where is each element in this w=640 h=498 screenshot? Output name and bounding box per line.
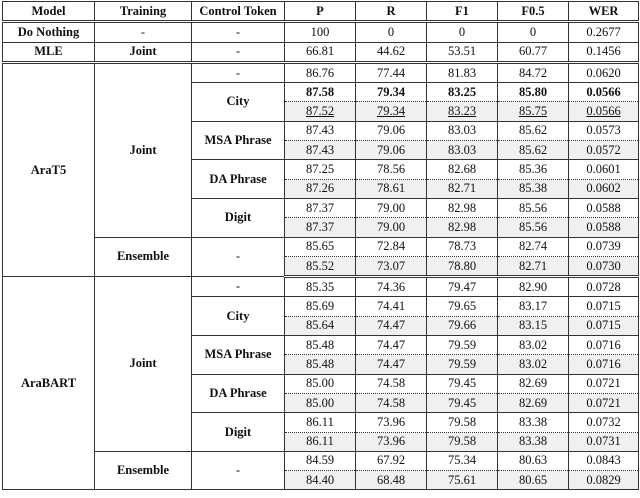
f1-cell: 78.80	[427, 256, 498, 276]
r-cell: 79.00	[356, 218, 427, 237]
r-cell: 73.07	[356, 256, 427, 276]
model-cell: MLE	[3, 42, 95, 62]
f1-cell: 82.98	[427, 198, 498, 217]
wer-cell: 0.0620	[569, 62, 639, 82]
token-cell-digit: Digit	[192, 198, 285, 237]
p-cell: 87.43	[285, 141, 356, 160]
wer-cell: 0.0715	[569, 297, 639, 316]
header-f05: F0.5	[498, 2, 569, 22]
wer-cell: 0.0721	[569, 374, 639, 393]
f1-cell: 83.03	[427, 121, 498, 140]
p-cell: 85.00	[285, 374, 356, 393]
token-cell-city: City	[192, 297, 285, 336]
wer-cell: 0.0732	[569, 413, 639, 432]
p-cell: 87.52	[285, 102, 356, 121]
f1-cell: 79.45	[427, 393, 498, 412]
training-cell: -	[95, 22, 192, 42]
r-cell: 72.84	[356, 237, 427, 256]
r-cell: 78.61	[356, 179, 427, 198]
p-cell: 66.81	[285, 42, 356, 62]
f05-cell: 83.38	[498, 413, 569, 432]
f1-cell: 79.59	[427, 355, 498, 374]
f05-cell: 80.65	[498, 471, 569, 490]
header-training: Training	[95, 2, 192, 22]
wer-cell: 0.0588	[569, 198, 639, 217]
f05-cell: 85.75	[498, 102, 569, 121]
f1-cell: 79.47	[427, 277, 498, 297]
f1-cell: 75.61	[427, 471, 498, 490]
header-wer: WER	[569, 2, 639, 22]
header-r: R	[356, 2, 427, 22]
training-cell-ensemble: Ensemble	[95, 451, 192, 490]
table-row	[3, 277, 639, 297]
wer-cell: 0.1456	[569, 42, 639, 62]
token-cell: -	[192, 277, 285, 297]
wer-cell: 0.0601	[569, 160, 639, 179]
r-cell: 67.92	[356, 451, 427, 470]
f1-cell: 83.25	[427, 83, 498, 102]
f05-cell: 85.36	[498, 160, 569, 179]
p-cell: 85.69	[285, 297, 356, 316]
wer-cell: 0.0829	[569, 471, 639, 490]
f05-cell: 83.02	[498, 336, 569, 355]
table-row	[3, 62, 639, 82]
r-cell: 79.06	[356, 141, 427, 160]
model-cell: Do Nothing	[3, 22, 95, 42]
r-cell: 79.34	[356, 102, 427, 121]
table-row	[3, 42, 639, 62]
p-cell: 86.11	[285, 432, 356, 451]
r-cell: 0	[356, 22, 427, 42]
f05-cell: 82.69	[498, 393, 569, 412]
wer-cell: 0.0843	[569, 451, 639, 470]
token-cell: -	[192, 62, 285, 82]
p-cell: 100	[285, 22, 356, 42]
f1-cell: 75.34	[427, 451, 498, 470]
f05-cell: 82.71	[498, 256, 569, 276]
f05-cell: 85.62	[498, 121, 569, 140]
wer-cell: 0.0730	[569, 256, 639, 276]
table-row	[3, 451, 639, 470]
f1-cell: 79.45	[427, 374, 498, 393]
wer-cell: 0.0573	[569, 121, 639, 140]
wer-cell: 0.0716	[569, 336, 639, 355]
r-cell: 77.44	[356, 62, 427, 82]
wer-cell: 0.0739	[569, 237, 639, 256]
f1-cell: 79.66	[427, 316, 498, 335]
training-cell: Joint	[95, 42, 192, 62]
r-cell: 74.41	[356, 297, 427, 316]
f1-cell: 83.03	[427, 141, 498, 160]
f05-cell: 83.02	[498, 355, 569, 374]
header-row	[3, 2, 639, 22]
wer-cell: 0.0572	[569, 141, 639, 160]
r-cell: 74.36	[356, 277, 427, 297]
f05-cell: 0	[498, 22, 569, 42]
f05-cell: 60.77	[498, 42, 569, 62]
token-cell-msa-phrase: MSA Phrase	[192, 121, 285, 160]
f05-cell: 85.56	[498, 218, 569, 237]
training-cell-joint: Joint	[95, 62, 192, 237]
f1-cell: 0	[427, 22, 498, 42]
p-cell: 85.48	[285, 336, 356, 355]
f05-cell: 83.38	[498, 432, 569, 451]
f05-cell: 82.90	[498, 277, 569, 297]
f1-cell: 83.23	[427, 102, 498, 121]
f05-cell: 85.80	[498, 83, 569, 102]
f1-cell: 82.98	[427, 218, 498, 237]
wer-cell: 0.0716	[569, 355, 639, 374]
training-cell-ensemble: Ensemble	[95, 237, 192, 277]
f05-cell: 84.72	[498, 62, 569, 82]
token-cell-msa-phrase: MSA Phrase	[192, 336, 285, 375]
table-row	[3, 237, 639, 256]
p-cell: 85.35	[285, 277, 356, 297]
wer-cell: 0.0721	[569, 393, 639, 412]
training-cell-joint: Joint	[95, 277, 192, 452]
r-cell: 78.56	[356, 160, 427, 179]
p-cell: 87.58	[285, 83, 356, 102]
r-cell: 74.47	[356, 355, 427, 374]
f1-cell: 78.73	[427, 237, 498, 256]
header-f1: F1	[427, 2, 498, 22]
p-cell: 85.64	[285, 316, 356, 335]
f1-cell: 79.59	[427, 336, 498, 355]
r-cell: 68.48	[356, 471, 427, 490]
r-cell: 74.47	[356, 336, 427, 355]
f05-cell: 85.62	[498, 141, 569, 160]
f1-cell: 82.68	[427, 160, 498, 179]
header-p: P	[285, 2, 356, 22]
r-cell: 79.06	[356, 121, 427, 140]
p-cell: 85.48	[285, 355, 356, 374]
p-cell: 86.76	[285, 62, 356, 82]
wer-cell: 0.0566	[569, 83, 639, 102]
f1-cell: 81.83	[427, 62, 498, 82]
token-cell-da-phrase: DA Phrase	[192, 374, 285, 413]
token-cell: -	[192, 22, 285, 42]
p-cell: 87.37	[285, 198, 356, 217]
p-cell: 85.52	[285, 256, 356, 276]
model-cell-arat5: AraT5	[3, 62, 95, 276]
p-cell: 87.25	[285, 160, 356, 179]
token-cell-da-phrase: DA Phrase	[192, 160, 285, 199]
f05-cell: 85.38	[498, 179, 569, 198]
f05-cell: 82.69	[498, 374, 569, 393]
f05-cell: 83.17	[498, 297, 569, 316]
p-cell: 87.26	[285, 179, 356, 198]
model-cell-arabart: AraBART	[3, 277, 95, 490]
f05-cell: 83.15	[498, 316, 569, 335]
token-cell: -	[192, 451, 285, 490]
token-cell-city: City	[192, 83, 285, 122]
f05-cell: 85.56	[498, 198, 569, 217]
wer-cell: 0.0588	[569, 218, 639, 237]
f1-cell: 79.58	[427, 413, 498, 432]
p-cell: 87.37	[285, 218, 356, 237]
wer-cell: 0.0602	[569, 179, 639, 198]
header-control-token: Control Token	[192, 2, 285, 22]
token-cell: -	[192, 42, 285, 62]
p-cell: 87.43	[285, 121, 356, 140]
results-table	[2, 1, 639, 490]
r-cell: 73.96	[356, 413, 427, 432]
f05-cell: 80.63	[498, 451, 569, 470]
r-cell: 74.47	[356, 316, 427, 335]
p-cell: 85.00	[285, 393, 356, 412]
token-cell: -	[192, 237, 285, 277]
wer-cell: 0.2677	[569, 22, 639, 42]
p-cell: 85.65	[285, 237, 356, 256]
header-model: Model	[3, 2, 95, 22]
r-cell: 73.96	[356, 432, 427, 451]
p-cell: 86.11	[285, 413, 356, 432]
token-cell-digit: Digit	[192, 413, 285, 452]
f1-cell: 53.51	[427, 42, 498, 62]
r-cell: 79.00	[356, 198, 427, 217]
f05-cell: 82.74	[498, 237, 569, 256]
wer-cell: 0.0566	[569, 102, 639, 121]
f1-cell: 82.71	[427, 179, 498, 198]
p-cell: 84.40	[285, 471, 356, 490]
r-cell: 44.62	[356, 42, 427, 62]
f1-cell: 79.58	[427, 432, 498, 451]
r-cell: 74.58	[356, 393, 427, 412]
r-cell: 74.58	[356, 374, 427, 393]
f1-cell: 79.65	[427, 297, 498, 316]
p-cell: 84.59	[285, 451, 356, 470]
r-cell: 79.34	[356, 83, 427, 102]
wer-cell: 0.0715	[569, 316, 639, 335]
wer-cell: 0.0731	[569, 432, 639, 451]
wer-cell: 0.0728	[569, 277, 639, 297]
table-row	[3, 22, 639, 42]
